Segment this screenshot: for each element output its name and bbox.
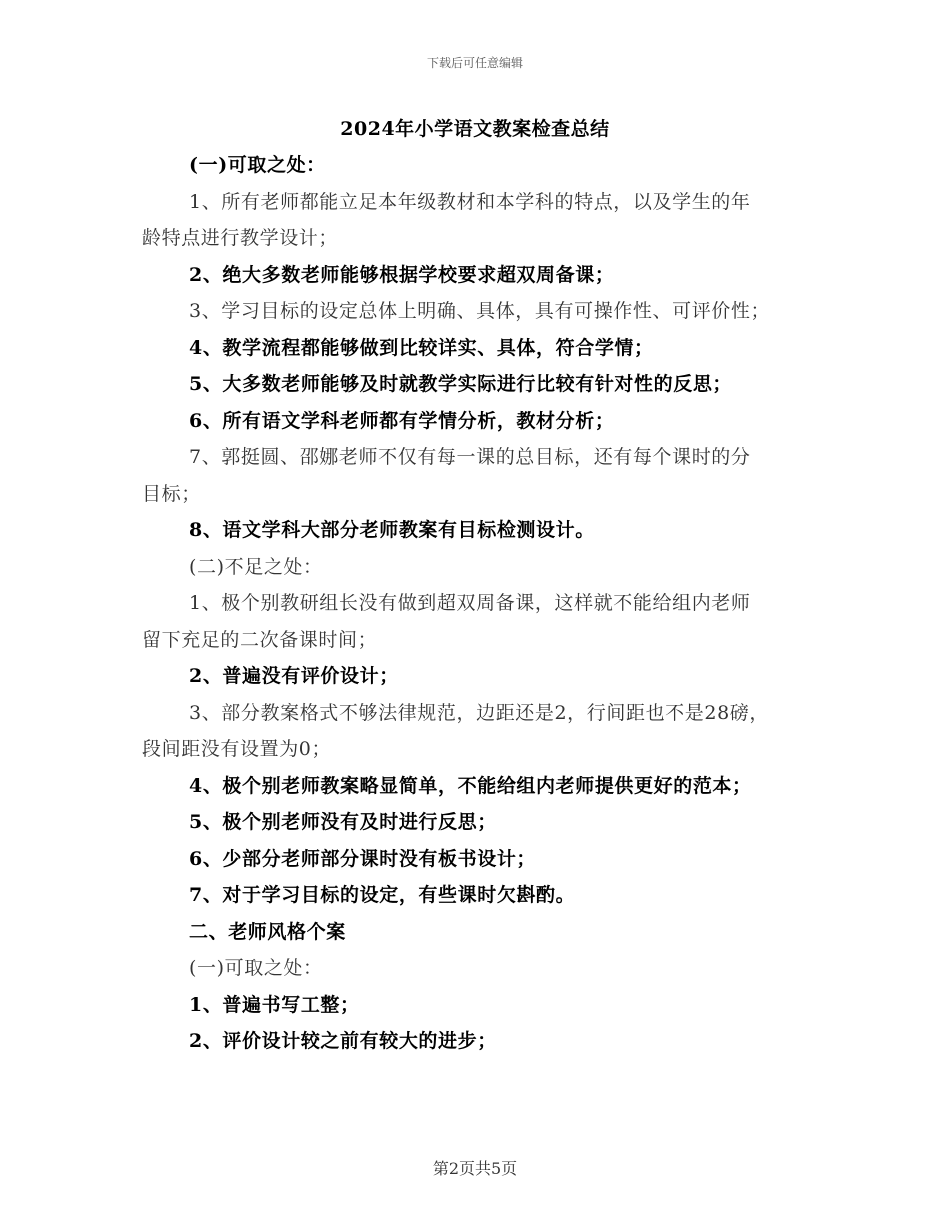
text-line: 1、所有老师都能立足本年级教材和本学科的特点，以及学生的年 [189, 190, 751, 213]
page-footer: 第2页共5页 [432, 1159, 518, 1178]
text-line: 2、评价设计较之前有较大的进步； [189, 1030, 497, 1052]
text-line: 段间距没有设置为0； [142, 738, 332, 760]
text-line: 6、所有语文学科老师都有学情分析，教材分析； [189, 409, 615, 432]
text-line: 1、普遍书写工整； [189, 993, 360, 1016]
text-line: 龄特点进行教学设计； [142, 227, 339, 249]
text-line: 二、老师风格个案 [189, 920, 346, 943]
text-line: 8、语文学科大部分老师教案有目标检测设计。 [189, 519, 595, 541]
text-line: 1、极个别教研组长没有做到超双周备课，这样就不能给组内老师 [189, 592, 751, 614]
text-line: 留下充足的二次备课时间； [142, 628, 378, 651]
document-body [142, 147, 832, 1060]
text-line: 4、教学流程都能够做到比较详实、具体，符合学情； [189, 336, 654, 359]
text-line: 2、绝大多数老师能够根据学校要求超双周备课； [189, 263, 615, 286]
text-line: 7、对于学习目标的设定，有些课时欠斟酌。 [189, 884, 576, 906]
text-line: 2、普遍没有评价设计； [189, 665, 399, 687]
text-line: (一)可取之处： [189, 154, 326, 176]
text-line: 6、少部分老师部分课时没有板书设计； [189, 847, 537, 870]
text-line: 5、大多数老师能够及时就教学实际进行比较有针对性的反思； [189, 373, 733, 395]
text-line: 7、郭挺圆、邵娜老师不仅有每一课的总目标，还有每个课时的分 [189, 446, 751, 468]
text-line: 3、学习目标的设定总体上明确、具体，具有可操作性、可评价性； [189, 300, 771, 322]
text-line: 目标； [142, 482, 201, 505]
text-line: 3、部分教案格式不够法律规范，边距还是2，行间距也不是28磅， [189, 701, 769, 724]
text-line: 5、极个别老师没有及时进行反思； [189, 811, 497, 833]
text-line: (二)不足之处： [189, 555, 323, 578]
text-line: 4、极个别老师教案略显简单，不能给组内老师提供更好的范本； [189, 774, 752, 797]
document-title: 2024年小学语文教案检查总结 [340, 118, 610, 140]
text-line: (一)可取之处： [189, 957, 323, 979]
page-header: 下载后可任意编辑 [426, 56, 523, 70]
